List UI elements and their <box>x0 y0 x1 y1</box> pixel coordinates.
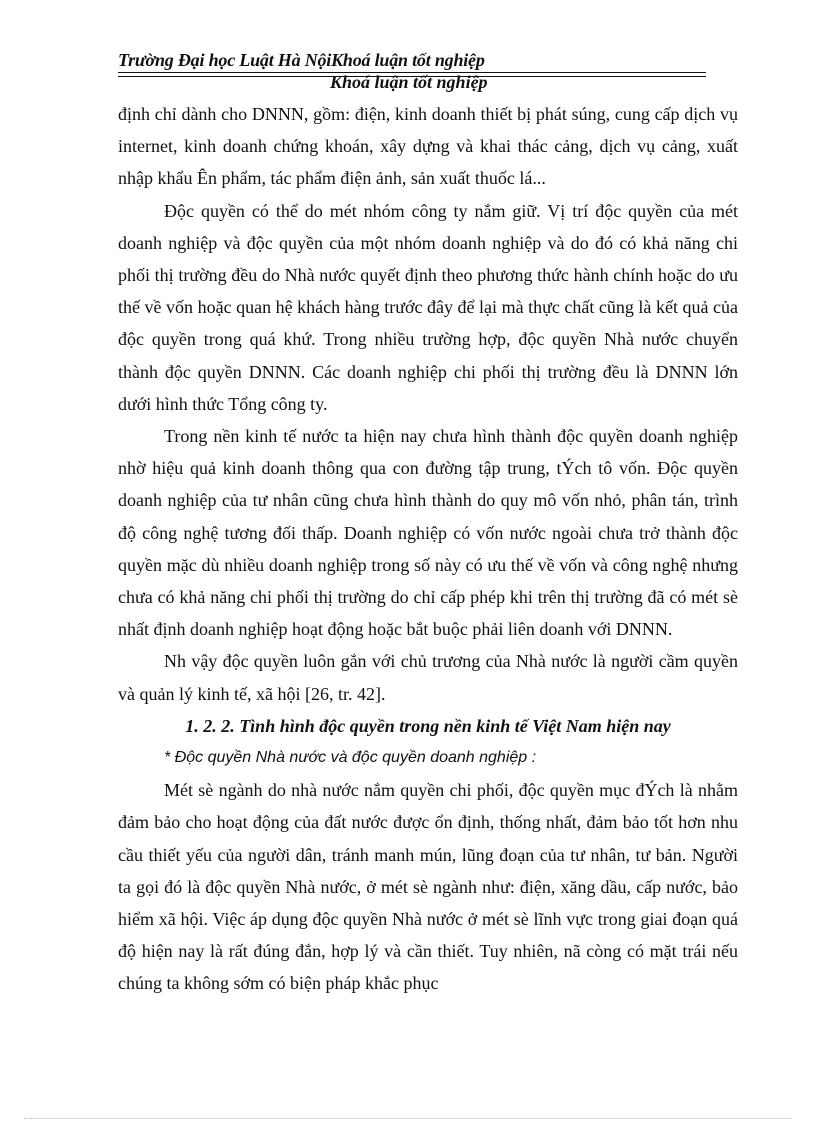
header-thesis-label: Khoá luận tốt nghiệp <box>330 72 488 92</box>
paragraph-2: Độc quyền có thể do mét nhóm công ty nắm giữ. Vị trí độc quyền của mét doanh nghiệp và độc quyền của một nhóm doanh nghiệp và do đó có khả năng chi phối thị trường đều do Nhà nước quyết định theo phương thức hành chính hoặc do ưu thế về vốn hoặc quan hệ khách hàng trước đây để lại mà thực chất cũng là kết quả của độc quyền trong quá khứ. Trong nhiều trường hợp, độc quyền Nhà nước chuyển thành độc quyền DNNN. Các doanh nghiệp chi phối thị trường đều là DNNN lớn dưới hình thức Tổng công ty. <box>118 200 738 414</box>
section-subheading: * Độc quyền Nhà nước và độc quyền doanh nghiệp : <box>164 749 537 767</box>
document-body <box>118 98 738 1000</box>
paragraph-4: Nh vậy độc quyền luôn gắn với chủ trương của Nhà nước là người cầm quyền và quản lý kinh tế, xã hội [26, tr. 42]. <box>118 651 738 704</box>
page-bottom-border <box>24 1118 792 1119</box>
header-school-title: Trường Đại học Luật Hà NộiKhoá luận tốt nghiệp <box>118 50 485 70</box>
paragraph-1: định chỉ dành cho DNNN, gồm: điện, kinh doanh thiết bị phát súng, cung cấp dịch vụ internet, kinh doanh chứng khoán, xây dựng và khai thác cảng, dịch vụ cảng, xuất nhập khẩu Ên phẩm, tác phẩm điện ảnh, sản xuất thuốc lá... <box>118 104 738 189</box>
paragraph-3: Trong nền kinh tế nước ta hiện nay chưa hình thành độc quyền doanh nghiệp nhờ hiệu quả kinh doanh thông qua con đường tập trung, tÝch tô vốn. Độc quyền doanh nghiệp của tư nhân cũng chưa hình thành do quy mô vốn nhỏ, phân tán, trình độ công nghệ tương đối thấp. Doanh nghiệp có vốn nước ngoài chưa trở thành độc quyền mặc dù nhiều doanh nghiệp trong số này có ưu thế về vốn và công nghệ nhưng chưa có khả năng chi phối thị trường do chỉ cấp phép khi trên thị trường đã có mét sè nhất định doanh nghiệp hoạt động hoặc bắt buộc phải liên doanh với DNNN. <box>118 426 738 640</box>
section-heading: 1. 2. 2. Tình hình độc quyền trong nền kinh tế Việt Nam hiện nay <box>185 715 671 736</box>
paragraph-5: Mét sè ngành do nhà nước nắm quyền chi phối, độc quyền mục đÝch là nhằm đảm bảo cho hoạt động của đất nước được ổn định, thống nhất, đảm bảo tốt hơn nhu cầu thiết yếu của người dân, tránh manh mún, lũng đoạn của tư nhân, tư bản. Người ta gọi đó là độc quyền Nhà nước, ở mét sè ngành như: điện, xăng dầu, cấp nước, bảo hiểm xã hội. Việc áp dụng độc quyền Nhà nước ở mét sè lĩnh vực trong giai đoạn quá độ hiện nay là rất đúng đắn, hợp lý và cần thiết. Tuy nhiên, nã còng có mặt trái nếu chúng ta không sớm có biện pháp khắc phục <box>118 780 738 994</box>
